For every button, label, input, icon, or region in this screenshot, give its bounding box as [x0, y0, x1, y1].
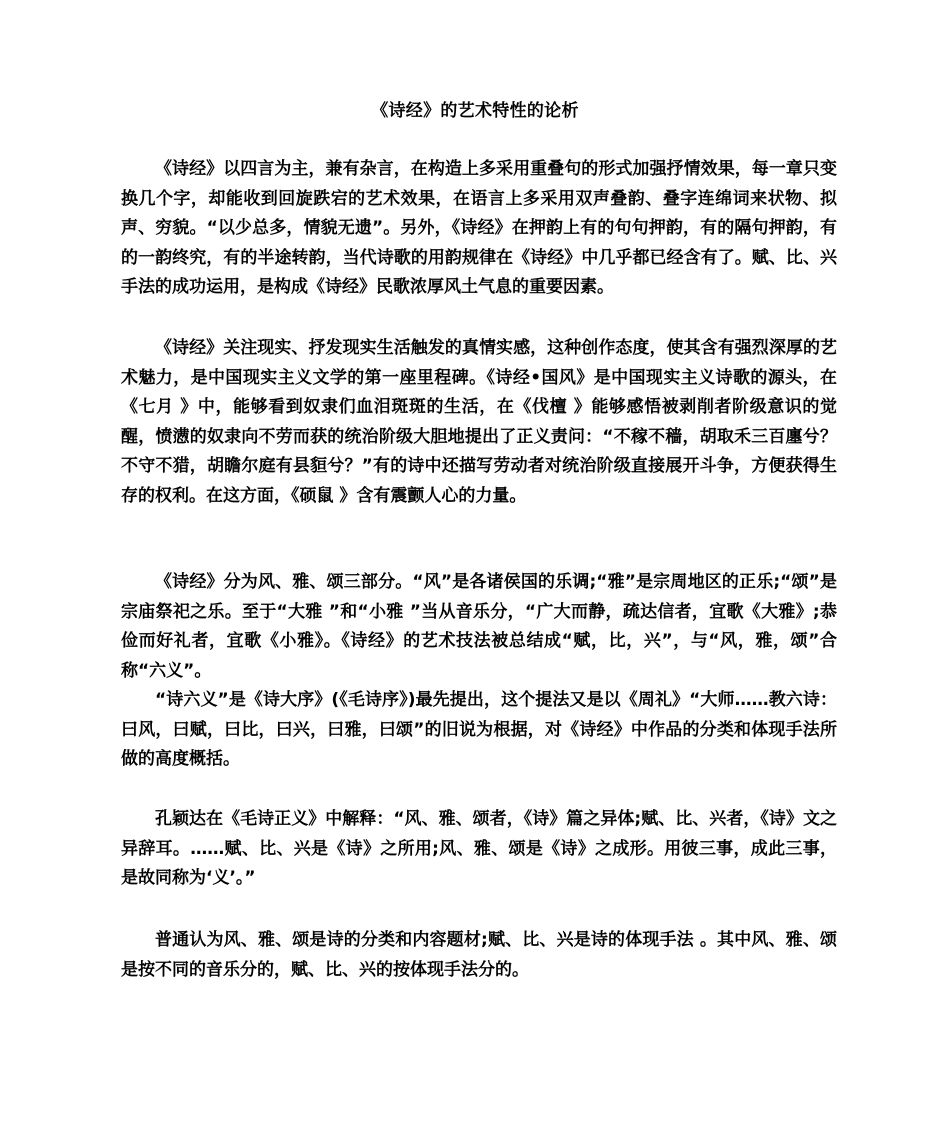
paragraph-2: 《诗经》关注现实、抒发现实生活触发的真情实感，这种创作态度，使其含有强烈深厚的艺术魅力，是中国现实主义文学的第一座里程碑。《诗经•国风》是中国现实主义诗歌的源头，在《七月 》中，能够看到奴隶们血泪斑斑的生活，在《伐檀 》能够感悟被剥削者阶级意识的觉醒，愤懑的奴隶向不劳而获的统治阶级大胆地提出了正义责问：“不稼不穑，胡取禾三百廛兮？不守不猎，胡瞻尔庭有县貆兮？”有的诗中还描写劳动者对统治阶级直接展开斗争，方便获得生存的权利。在这方面，《硕鼠 》含有震颤人心的力量。 [121, 338, 837, 506]
paragraph-5: 孔颖达在《毛诗正义》中解释：“风、雅、颂者，《诗》篇之异体;赋、比、兴者，《诗》文之异辞耳。……赋、比、兴是《诗》之所用;风、雅、颂是《诗》之成形。用彼三事，成此三事，是故同称为‘义’。” [121, 809, 837, 888]
paragraph-3: 《诗经》分为风、雅、颂三部分。“风”是各诸侯国的乐调;“雅”是宗周地区的正乐;“颂”是宗庙祭祀之乐。至于“大雅 ”和“小雅 ”当从音乐分，“广大而静，疏达信者，宜歌《大雅》;恭俭而好礼者，宜歌《小雅》。《诗经》的艺术技法被总结成“赋，比，兴”，与“风，雅，颂”合称“六义”。 [121, 572, 837, 681]
document-title: 《诗经》的艺术特性的论析 [371, 101, 579, 121]
paragraph-4: “诗六义”是《诗大序》(《毛诗序》)最先提出，这个提法又是以《周礼》“大师……教六诗：曰风，曰赋，曰比，曰兴，曰雅，曰颂”的旧说为根据，对《诗经》中作品的分类和体现手法所做的高度概括。 [121, 690, 837, 769]
paragraph-6: 普通认为风、雅、颂是诗的分类和内容题材;赋、比、兴是诗的体现手法 。其中风、雅、颂是按不同的音乐分的，赋、比、兴的按体现手法分的。 [121, 930, 837, 980]
paragraph-1: 《诗经》以四言为主，兼有杂言，在构造上多采用重叠句的形式加强抒情效果，每一章只变换几个字，却能收到回旋跌宕的艺术效果，在语言上多采用双声叠韵、叠字连绵词来状物、拟声、穷貌。“以少总多，情貌无遗”。另外，《诗经》在押韵上有的句句押韵，有的隔句押韵，有的一韵终究，有的半途转韵，当代诗歌的用韵规律在《诗经》中几乎都已经含有了。赋、比、兴手法的成功运用，是构成《诗经》民歌浓厚风土气息的重要因素。 [121, 159, 837, 297]
